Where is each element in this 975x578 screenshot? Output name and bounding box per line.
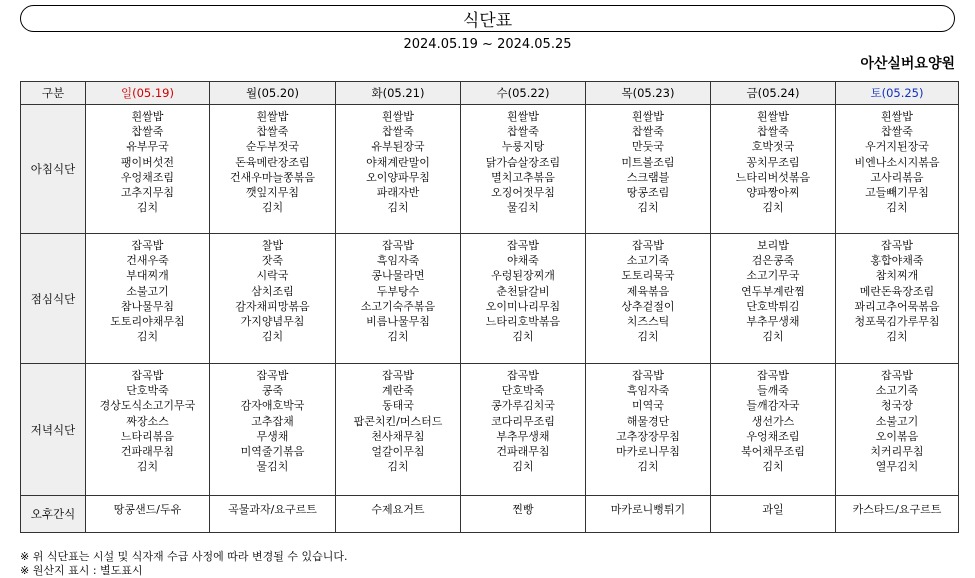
menu-item: 건새우마늘쫑볶음 — [229, 170, 315, 184]
menu-item: 비엔나소시지볶음 — [854, 155, 940, 169]
menu-item: 소불고기 — [126, 284, 169, 298]
menu-cell-tue — [336, 364, 461, 496]
menu-item: 땅콩조림 — [626, 186, 670, 200]
menu-item: 잡곡밥 — [632, 239, 664, 252]
snack-cell-thu — [586, 496, 711, 533]
header-day-sun: 일(05.19) — [86, 82, 210, 105]
menu-item: 잣죽 — [261, 254, 284, 268]
menu-item: 치커리무침 — [870, 445, 924, 459]
menu-item: 부추무생채 — [746, 315, 800, 329]
menu-item: 부대찌개 — [126, 269, 169, 283]
menu-item: 감자채피망볶음 — [235, 299, 310, 313]
menu-cell-fri — [711, 234, 836, 364]
header-day-tue: 화(05.21) — [336, 82, 461, 105]
menu-item: 느타리버섯볶음 — [735, 170, 811, 184]
snack-cell-wed — [461, 496, 586, 533]
menu-item: 야채죽 — [507, 254, 539, 268]
menu-item: 깻잎지무침 — [245, 186, 300, 200]
menu-item: 흰쌀밥 — [382, 110, 414, 123]
menu-item: 청포묵김가루무침 — [854, 315, 940, 329]
menu-cell-tue — [336, 105, 461, 234]
menu-item: 잡곡밥 — [382, 239, 414, 252]
page-title: 식단표 — [462, 11, 513, 31]
snack-cell-mon — [210, 496, 336, 533]
header-day-fri: 금(05.24) — [711, 82, 836, 105]
menu-item: 고추지무침 — [120, 186, 175, 200]
menu-item: 잡곡밥 — [757, 369, 789, 382]
menu-item: 연두부계란찜 — [741, 284, 805, 298]
menu-item: 고들빼기무침 — [865, 186, 929, 200]
menu-item: 마카로니무침 — [616, 445, 680, 459]
menu-item: 홍합야채죽 — [870, 254, 924, 268]
menu-item: 콩죽 — [261, 384, 284, 398]
menu-item: 고추장장무침 — [616, 429, 680, 443]
menu-item: 찹쌀죽 — [131, 125, 164, 139]
menu-item: 오이미나리무침 — [485, 299, 561, 313]
menu-item: 도토리묵국 — [621, 269, 675, 283]
snack-item: 땅콩샌드/두유 — [113, 503, 182, 516]
menu-item: 김치 — [387, 330, 409, 344]
menu-item: 찰밥 — [261, 239, 284, 252]
menu-item: 누룽지탕 — [501, 140, 545, 154]
menu-item: 김치 — [512, 330, 534, 344]
menu-item: 잡곡밥 — [881, 239, 913, 252]
menu-item: 우엉채조림 — [746, 429, 800, 443]
menu-item: 감자애호박국 — [240, 399, 305, 413]
menu-cell-wed — [461, 105, 586, 234]
menu-cell-sun — [86, 234, 210, 364]
menu-item: 참치찌개 — [875, 269, 919, 283]
menu-item: 들깨죽 — [757, 384, 789, 398]
menu-item: 호박젓국 — [751, 140, 795, 154]
menu-item: 가지양념무침 — [240, 315, 305, 329]
menu-item: 흰쌀밥 — [256, 110, 289, 123]
menu-item: 잡곡밥 — [632, 369, 664, 382]
menu-item: 우렁된장찌개 — [491, 269, 555, 283]
menu-item: 김치 — [886, 330, 908, 344]
menu-item: 김치 — [762, 330, 784, 344]
menu-item: 생선가스 — [751, 414, 795, 428]
menu-item: 열무김치 — [875, 460, 919, 474]
menu-item: 멸치고추볶음 — [491, 170, 555, 184]
menu-item: 치즈스틱 — [626, 315, 670, 329]
menu-cell-mon — [210, 364, 336, 496]
menu-item: 김치 — [136, 330, 159, 344]
menu-item: 김치 — [886, 201, 908, 215]
menu-cell-sat — [836, 234, 959, 364]
menu-item: 잡곡밥 — [382, 369, 414, 382]
meal-row — [21, 234, 959, 364]
menu-item: 김치 — [637, 201, 659, 215]
menu-item: 보리밥 — [757, 239, 789, 252]
menu-item: 오이볶음 — [875, 429, 919, 443]
menu-item: 건파래무침 — [120, 445, 175, 459]
menu-item: 오이양파무침 — [366, 170, 430, 184]
menu-item: 잡곡밥 — [881, 369, 913, 382]
menu-item: 느타리볶음 — [120, 429, 175, 443]
snack-label: 오후간식 — [21, 496, 86, 533]
menu-item: 김치 — [136, 201, 159, 215]
menu-item: 짜장소스 — [126, 414, 169, 428]
menu-item: 고사리볶음 — [870, 170, 924, 184]
menu-item: 잡곡밥 — [507, 239, 539, 252]
snack-item: 곡물과자/요구르트 — [228, 503, 317, 516]
menu-item: 건파래무침 — [496, 445, 550, 459]
organization-name: 아산실버요양원 — [860, 56, 955, 72]
menu-item: 미역국 — [632, 399, 664, 413]
menu-item: 김치 — [387, 201, 409, 215]
meal-label: 아침식단 — [21, 105, 86, 234]
menu-item: 메란돈육장조림 — [859, 284, 935, 298]
menu-item: 콩나물라면 — [371, 269, 425, 283]
menu-item: 찹쌀죽 — [382, 125, 414, 139]
menu-cell-wed — [461, 364, 586, 496]
menu-item: 흰쌀밥 — [757, 110, 789, 123]
menu-item: 오징어젓무침 — [491, 186, 555, 200]
menu-item: 해물경단 — [626, 414, 670, 428]
menu-item: 북어채무조림 — [741, 445, 805, 459]
menu-item: 소불고기 — [875, 414, 919, 428]
snack-cell-sat — [836, 496, 959, 533]
header-day-wed: 수(05.22) — [461, 82, 586, 105]
menu-item: 돈육메란장조림 — [235, 155, 310, 169]
menu-item: 느타리호박볶음 — [485, 315, 561, 329]
menu-item: 단호박튀김 — [746, 299, 800, 313]
snack-item: 수제요거트 — [371, 503, 425, 516]
menu-item: 찹쌀죽 — [757, 125, 789, 139]
menu-item: 김치 — [762, 201, 784, 215]
menu-cell-sat — [836, 364, 959, 496]
menu-item: 두부탕수 — [376, 284, 420, 298]
menu-item: 시락국 — [256, 269, 289, 283]
menu-item: 흑임자죽 — [376, 254, 420, 268]
menu-item: 흰쌀밥 — [131, 110, 164, 123]
menu-cell-thu — [586, 364, 711, 496]
menu-item: 닭가슴살장조림 — [485, 155, 561, 169]
menu-item: 흰쌀밥 — [632, 110, 664, 123]
menu-item: 파래자반 — [376, 186, 420, 200]
menu-cell-sun — [86, 364, 210, 496]
menu-cell-mon — [210, 234, 336, 364]
meal-row — [21, 364, 959, 496]
menu-item: 김치 — [762, 460, 784, 474]
menu-item: 흰쌀밥 — [881, 110, 913, 123]
snack-cell-fri — [711, 496, 836, 533]
menu-item: 팝콘치킨/머스터드 — [353, 414, 443, 428]
header-day-sat: 토(05.25) — [836, 82, 959, 105]
menu-cell-wed — [461, 234, 586, 364]
menu-item: 소고기무국 — [746, 269, 800, 283]
menu-item: 우거지된장국 — [865, 140, 929, 154]
note-origin: ※ 원산지 표시 : 별도표시 — [20, 564, 143, 577]
menu-item: 소고기죽 — [626, 254, 670, 268]
menu-item: 들깨감자국 — [746, 399, 800, 413]
menu-cell-fri — [711, 105, 836, 234]
menu-item: 제육볶음 — [626, 284, 670, 298]
menu-item: 단호박죽 — [126, 384, 169, 398]
meal-row — [21, 105, 959, 234]
header-day-thu: 목(05.23) — [586, 82, 711, 105]
menu-item: 스크램블 — [626, 170, 670, 184]
menu-item: 미역줄기볶음 — [240, 445, 305, 459]
menu-item: 얼갈이무침 — [371, 445, 425, 459]
menu-item: 미트볼조림 — [621, 155, 675, 169]
menu-item: 김치 — [637, 460, 659, 474]
menu-item: 김치 — [261, 330, 284, 344]
menu-item: 잡곡밥 — [507, 369, 539, 382]
snack-item: 찐빵 — [512, 503, 534, 516]
menu-item: 부추무생채 — [496, 429, 550, 443]
menu-item: 찹쌀죽 — [256, 125, 289, 139]
menu-item: 팽이버섯전 — [120, 155, 175, 169]
menu-item: 유부된장국 — [371, 140, 425, 154]
menu-item: 경상도식소고기무국 — [99, 399, 196, 413]
snack-cell-tue — [336, 496, 461, 533]
menu-item: 계란죽 — [382, 384, 414, 398]
menu-item: 상추겉절이 — [621, 299, 675, 313]
menu-item: 코다리무조림 — [491, 414, 555, 428]
note-change: ※ 위 식단표는 시설 및 식자재 수급 사정에 따라 변경될 수 있습니다. — [20, 550, 348, 563]
header-corner: 구분 — [21, 82, 86, 105]
menu-cell-tue — [336, 234, 461, 364]
snack-row — [21, 496, 959, 533]
menu-item: 찹쌀죽 — [632, 125, 664, 139]
snack-item: 과일 — [762, 503, 784, 516]
menu-item: 물김치 — [256, 460, 289, 474]
menu-item: 소고기숙주볶음 — [360, 299, 436, 313]
menu-item: 참나물무침 — [120, 299, 175, 313]
snack-item: 마카로니뻥튀기 — [610, 503, 686, 516]
menu-item: 검은콩죽 — [751, 254, 795, 268]
menu-item: 김치 — [261, 201, 284, 215]
menu-item: 우엉채조림 — [120, 170, 175, 184]
menu-item: 소고기죽 — [875, 384, 919, 398]
menu-item: 김치 — [136, 460, 159, 474]
menu-item: 물김치 — [507, 201, 539, 215]
menu-cell-thu — [586, 234, 711, 364]
meal-label: 점심식단 — [21, 234, 86, 364]
menu-cell-mon — [210, 105, 336, 234]
menu-item: 흑임자죽 — [626, 384, 670, 398]
menu-item: 동태국 — [382, 399, 414, 413]
menu-item: 청국장 — [881, 399, 913, 413]
menu-item: 단호박죽 — [501, 384, 545, 398]
meal-label: 저녁식단 — [21, 364, 86, 496]
menu-item: 김치 — [637, 330, 659, 344]
menu-item: 잡곡밥 — [256, 369, 289, 382]
menu-item: 무생채 — [256, 429, 289, 443]
menu-title-box — [20, 5, 955, 32]
menu-item: 춘천닭갈비 — [496, 284, 550, 298]
snack-cell-sun — [86, 496, 210, 533]
menu-item: 건새우죽 — [126, 254, 169, 268]
weekly-menu-table — [20, 81, 959, 533]
menu-item: 유부무국 — [126, 140, 169, 154]
menu-item: 찹쌀죽 — [881, 125, 913, 139]
header-row — [21, 82, 959, 105]
header-day-mon: 월(05.20) — [210, 82, 336, 105]
menu-cell-thu — [586, 105, 711, 234]
menu-item: 김치 — [387, 460, 409, 474]
menu-item: 양파짱아찌 — [746, 186, 800, 200]
menu-item: 꽁치무조림 — [746, 155, 800, 169]
menu-item: 잡곡밥 — [131, 369, 164, 382]
menu-item: 도토리야채무침 — [110, 315, 185, 329]
menu-item: 삼치조림 — [251, 284, 294, 298]
snack-item: 카스타드/요구르트 — [852, 503, 942, 516]
menu-item: 콩가루김치국 — [491, 399, 555, 413]
menu-item: 만둣국 — [632, 140, 664, 154]
menu-cell-sun — [86, 105, 210, 234]
menu-item: 꽈리고추어묵볶음 — [854, 299, 940, 313]
menu-item: 고추잡채 — [251, 414, 294, 428]
menu-item: 흰쌀밥 — [507, 110, 539, 123]
menu-item: 김치 — [512, 460, 534, 474]
menu-item: 비름나물무침 — [366, 315, 430, 329]
menu-item: 천사채무침 — [371, 429, 425, 443]
menu-item: 야채계란말이 — [366, 155, 430, 169]
menu-item: 찹쌀죽 — [507, 125, 539, 139]
menu-cell-fri — [711, 364, 836, 496]
menu-cell-sat — [836, 105, 959, 234]
menu-item: 잡곡밥 — [131, 239, 164, 252]
menu-item: 순두부젓국 — [245, 140, 300, 154]
menu-period: 2024.05.19 ~ 2024.05.25 — [403, 37, 572, 52]
